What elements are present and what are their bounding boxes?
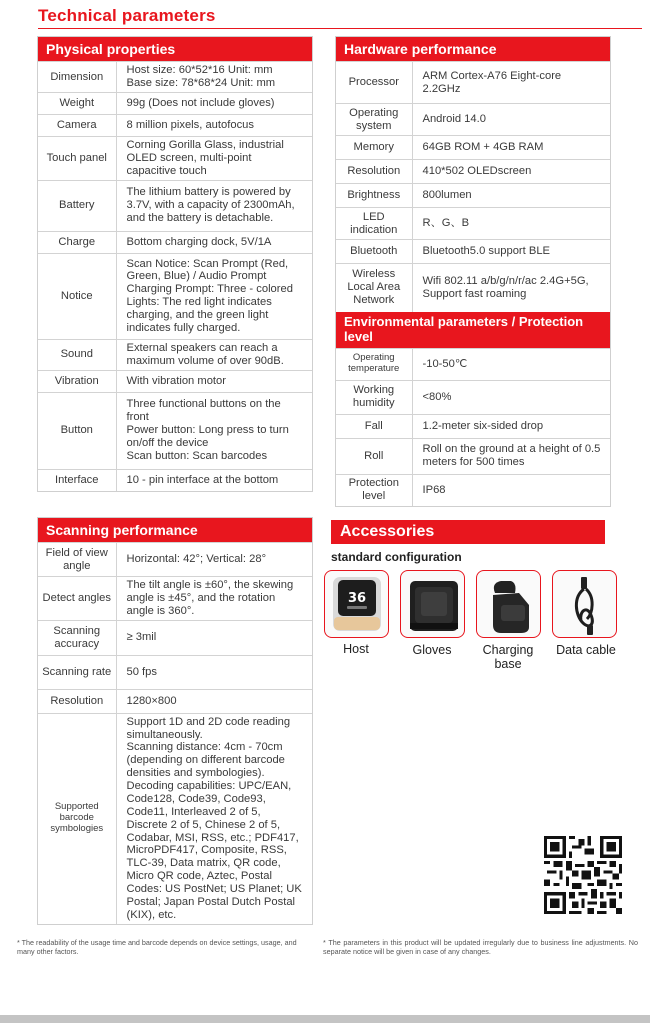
spec-value: ≥ 3mil [116, 620, 312, 655]
scanning-performance-panel [37, 517, 313, 925]
host-screen-digits: 36 [347, 591, 367, 606]
spec-label: Weight [38, 93, 116, 115]
spec-label: Field of view angle [38, 543, 116, 577]
data-cable-label: Data cable [556, 643, 616, 657]
spec-row [336, 136, 610, 160]
spec-value: Horizontal: 42°; Vertical: 28° [116, 543, 312, 577]
hardware-performance-table [336, 61, 610, 312]
spec-value: Support 1D and 2D code reading simultaneously. Scanning distance: 4cm - 70cm (depending on different barcode densities and symbologies). Decoding capabilities: UPC/EAN, Code128, Code39, Code93, Code11, Interleaved 2 of 5, Discrete 2 of 5, Chinese 2 of 5, Codabar, MSI, RSS, etc.; PDF417, MicroPDF417, Composite, RSS, TLC-39, Data matrix, QR code, Micro QR code, Aztec, Postal Codes: US PostNet; US Planet; UK Postal; Japan Postal Dutch Postal (KIX), etc. [116, 713, 312, 924]
spec-value: Bluetooth5.0 support BLE [412, 240, 610, 264]
spec-value: 1280×800 [116, 689, 312, 713]
spec-value: Android 14.0 [412, 104, 610, 136]
standard-configuration-label: standard configuration [331, 550, 462, 564]
spec-value: Corning Gorilla Glass, industrial OLED screen, multi-point capacitive touch [116, 137, 312, 181]
spec-value: Roll on the ground at a height of 0.5 meters for 500 times [412, 438, 610, 474]
spec-row [38, 137, 312, 181]
spec-row [38, 115, 312, 137]
spec-label: Working humidity [336, 380, 412, 414]
host-label: Host [343, 642, 369, 656]
physical-properties-panel [37, 36, 313, 492]
spec-row [336, 438, 610, 474]
spec-row [336, 184, 610, 208]
spec-value: With vibration motor [116, 370, 312, 392]
spec-label: Touch panel [38, 137, 116, 181]
spec-row [38, 62, 312, 93]
spec-value: 410*502 OLEDscreen [412, 160, 610, 184]
spec-value: 800lumen [412, 184, 610, 208]
spec-label: Wireless Local Area Network [336, 264, 412, 312]
hardware-performance-heading: Hardware performance [336, 37, 610, 61]
spec-label: Processor [336, 62, 412, 104]
spec-row [336, 104, 610, 136]
spec-row [38, 370, 312, 392]
charging-base-image [476, 570, 541, 638]
spec-row [336, 240, 610, 264]
spec-label: LED indication [336, 208, 412, 240]
gloves-label: Gloves [412, 643, 452, 657]
spec-value: Scan Notice: Scan Prompt (Red, Green, Blue) / Audio Prompt Charging Prompt: Three - colored Lights: The red light indicates charging, and the green light indicates fully charged. [116, 253, 312, 339]
data-cable-image [552, 570, 617, 638]
spec-row [336, 414, 610, 438]
environmental-parameters-table [336, 348, 610, 507]
spec-row [336, 380, 610, 414]
spec-label: Operating temperature [336, 348, 412, 380]
page-title: Technical parameters [38, 6, 216, 25]
spec-row [336, 348, 610, 380]
accessories-heading: Accessories [331, 520, 605, 544]
spec-row [38, 180, 312, 231]
spec-label: Interface [38, 469, 116, 491]
spec-value: Host size: 60*52*16 Unit: mm Base size: 78*68*24 Unit: mm [116, 62, 312, 93]
spec-label: Roll [336, 438, 412, 474]
spec-row [38, 620, 312, 655]
spec-label: Protection level [336, 474, 412, 506]
physical-properties-heading: Physical properties [38, 37, 312, 61]
spec-row [38, 253, 312, 339]
spec-label: Memory [336, 136, 412, 160]
spec-value: 8 million pixels, autofocus [116, 115, 312, 137]
spec-value: The lithium battery is powered by 3.7V, with a capacity of 2300mAh, and the battery is detachable. [116, 180, 312, 231]
spec-value: 1.2-meter six-sided drop [412, 414, 610, 438]
spec-row [336, 160, 610, 184]
spec-label: Resolution [336, 160, 412, 184]
spec-value: Three functional buttons on the front Power button: Long press to turn on/off the device Scan button: Scan barcodes [116, 392, 312, 469]
spec-label: Sound [38, 339, 116, 370]
spec-label: Charge [38, 231, 116, 253]
spec-value: 10 - pin interface at the bottom [116, 469, 312, 491]
spec-value: External speakers can reach a maximum volume of over 90dB. [116, 339, 312, 370]
spec-row [38, 713, 312, 924]
spec-label: Resolution [38, 689, 116, 713]
spec-value: ARM Cortex-A76 Eight-core 2.2GHz [412, 62, 610, 104]
spec-value: The tilt angle is ±60°, the skewing angle is ±45°, and the rotation angle is 360°. [116, 577, 312, 621]
spec-value: 64GB ROM + 4GB RAM [412, 136, 610, 160]
spec-label: Vibration [38, 370, 116, 392]
spec-value: 50 fps [116, 655, 312, 689]
spec-row [336, 208, 610, 240]
spec-label: Camera [38, 115, 116, 137]
physical-properties-table [38, 61, 312, 491]
environmental-parameters-heading: Environmental parameters / Protection level [336, 312, 610, 348]
spec-value: IP68 [412, 474, 610, 506]
spec-label: Battery [38, 180, 116, 231]
spec-label: Scanning accuracy [38, 620, 116, 655]
scanning-performance-table [38, 542, 312, 924]
hardware-performance-panel [335, 36, 611, 507]
spec-label: Dimension [38, 62, 116, 93]
spec-row [38, 93, 312, 115]
gloves-image [400, 570, 465, 638]
spec-row [38, 231, 312, 253]
spec-value: Wifi 802.11 a/b/g/n/r/ac 2.4G+5G, Support fast roaming [412, 264, 610, 312]
host-image [324, 570, 389, 638]
spec-value: Bottom charging dock, 5V/1A [116, 231, 312, 253]
charging-base-label: Charging base [482, 643, 534, 672]
spec-row [38, 469, 312, 491]
update-footnote: * The parameters in this product will be updated irregularly due to business line adjustments. No separate notice will be given in case of any changes. [323, 938, 638, 956]
spec-row [336, 62, 610, 104]
title-divider [38, 28, 642, 29]
spec-label: Operating system [336, 104, 412, 136]
spec-label: Button [38, 392, 116, 469]
spec-value: R、G、B [412, 208, 610, 240]
usage-footnote: * The readability of the usage time and barcode depends on device settings, usage, and many other factors. [17, 938, 297, 956]
spec-value: <80% [412, 380, 610, 414]
spec-row [38, 655, 312, 689]
scanning-performance-heading: Scanning performance [38, 518, 312, 542]
spec-label: Notice [38, 253, 116, 339]
spec-row [38, 543, 312, 577]
spec-label: Fall [336, 414, 412, 438]
spec-value: 99g (Does not include gloves) [116, 93, 312, 115]
spec-row [336, 474, 610, 506]
spec-label: Scanning rate [38, 655, 116, 689]
spec-label: Detect angles [38, 577, 116, 621]
spec-row [336, 264, 610, 312]
spec-row [38, 392, 312, 469]
spec-label: Bluetooth [336, 240, 412, 264]
page-bottom-bar [0, 1015, 650, 1023]
qr-code-image [543, 836, 623, 914]
spec-row [38, 689, 312, 713]
spec-row [38, 339, 312, 370]
spec-label: Supported barcode symbologies [38, 713, 116, 924]
spec-label: Brightness [336, 184, 412, 208]
spec-value: -10-50℃ [412, 348, 610, 380]
spec-row [38, 577, 312, 621]
